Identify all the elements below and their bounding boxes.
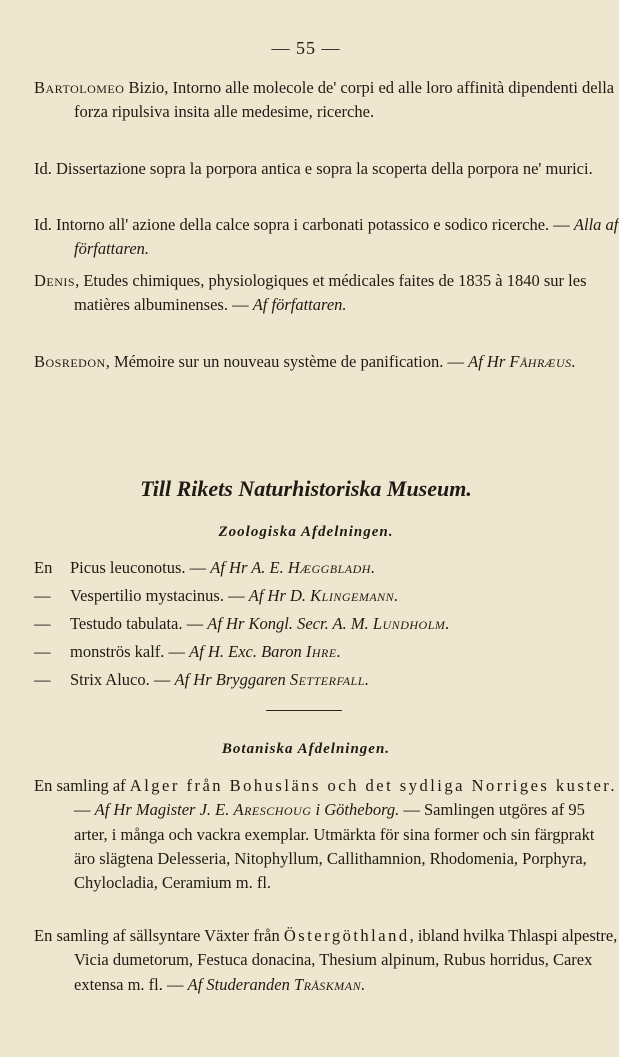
zoo-item-donor-name: Setterfall. (289, 670, 370, 689)
zoo-item-donor-name: Hæggbladh. (287, 558, 376, 577)
zoo-item-donor-prefix: Af H. Exc. Baron (189, 642, 306, 661)
page-number: — 55 — (271, 38, 341, 58)
entry-bizio-porpora (34, 157, 619, 181)
section-heading-zoology: Zoologiska Afdelningen. (218, 524, 394, 540)
bot-entry-text: samling af (52, 776, 130, 795)
entry-text: Bizio, Intorno alle molecole de' corpi ed alle loro affinità dipendenti della forza ripulsiva insita alle medesime, ricerche. (74, 78, 615, 121)
zoo-item-text: Vespertilio mystacinus. — (70, 586, 249, 605)
zoo-item-donor-prefix: Af Hr A. E. (210, 558, 288, 577)
zoo-item-donor-name: Ihre. (305, 642, 342, 661)
bot-entry-alger (34, 774, 619, 895)
zoo-item (34, 584, 579, 608)
bot-entry-donor-prefix: Af Hr Magister J. E. (94, 800, 234, 820)
zoo-item (34, 612, 579, 636)
entry-bizio-calce (34, 213, 619, 261)
entry-author: Id. (34, 215, 52, 234)
zoo-item-text: Testudo tabulata. — (70, 614, 208, 633)
section-heading-botany: Botaniska Afdelningen. (221, 741, 391, 757)
entry-denis (34, 269, 619, 317)
zoo-item-text: Picus leuconotus. — (70, 558, 211, 577)
zoo-item-lead: — (34, 642, 51, 661)
bot-entry-lead: En (34, 776, 53, 795)
entry-donor: Alla af författaren. (74, 215, 619, 258)
entry-author: Denis (34, 271, 76, 290)
zoo-item-lead: — (34, 614, 51, 633)
entry-donor-prefix: Af Hr (468, 352, 510, 371)
entry-text: Intorno all' azione della calce sopra i carbonati potassico e sodico ricerche. — (51, 215, 574, 234)
section-divider (266, 710, 342, 711)
entry-author: Bosredon (34, 352, 106, 371)
bot-entry-text: — Samlingen utgöres af 95 arter, i många och vackra exemplar. Utmärkta för sina former och sin färgprakt äro slägtena Delesseria, Nitophyllum, Callithamnion, Rhodomenia, Porphyra, Chylocladia, Ceramium m. fl. (74, 800, 595, 893)
bot-entry-spaced-text: Östergöthland (283, 926, 410, 945)
zoo-item-donor-prefix: Af Hr D. (248, 586, 311, 605)
zoo-item-lead: En (34, 558, 53, 577)
entry-text: , Etudes chimiques, physiologiques et médicales faites de 1835 à 1840 sur les matières albuminenses. — (74, 271, 587, 314)
entry-bizio-molecole (34, 76, 619, 124)
entry-text: , Mémoire sur un nouveau système de panification. — (105, 352, 469, 371)
zoo-item-text: Strix Aluco. — (70, 670, 175, 689)
zoo-item (34, 640, 579, 664)
bot-entry-text: samling af sällsyntare Växter från (52, 926, 284, 945)
entry-donor-name: Fåhræus. (509, 352, 577, 371)
zoo-item-donor-name: Lundholm. (372, 614, 450, 633)
zoo-item-lead: — (34, 670, 51, 689)
bot-entry-ostergothland (34, 924, 619, 997)
entry-author: Bartolomeo (34, 78, 125, 97)
zoo-item-lead: — (34, 586, 51, 605)
zoo-item (34, 668, 579, 692)
bot-entry-donor-name: Areschoug (233, 800, 312, 820)
entry-author: Id. (34, 159, 52, 178)
bot-entry-donor-name: Tråskman. (293, 974, 366, 994)
zoo-item-text: monströs kalf. — (70, 642, 190, 661)
zoo-item-donor-name: Klingemann. (310, 586, 399, 605)
bot-entry-donor-prefix: Af Studeranden (187, 974, 294, 994)
bot-entry-text: , ibland hvilka Thlaspi alpestre, Vicia dumetorum, Festuca donacina, Thesium alpinum, Rubus horridus, Carex extensa m. fl. — (74, 926, 618, 994)
bot-entry-donor-suffix: i Götheborg. (311, 800, 400, 820)
entry-text: Dissertazione sopra la porpora antica e sopra la scoperta della porpora ne' murici. (51, 159, 593, 178)
zoo-item-donor-prefix: Af Hr Kongl. Secr. A. M. (207, 614, 373, 633)
bot-entry-lead: En (34, 926, 53, 945)
bot-entry-spaced-text: Alger från Bohusläns och det sydliga Norriges kuster. (129, 776, 617, 795)
entry-donor: Af författaren. (252, 295, 347, 314)
section-heading-museum: Till Rikets Naturhistoriska Museum. (140, 476, 472, 501)
zoo-item (34, 556, 579, 580)
bot-entry-text: — (74, 800, 95, 820)
entry-bosredon (34, 350, 619, 374)
zoo-item-donor-prefix: Af Hr Bryggaren (174, 670, 290, 689)
